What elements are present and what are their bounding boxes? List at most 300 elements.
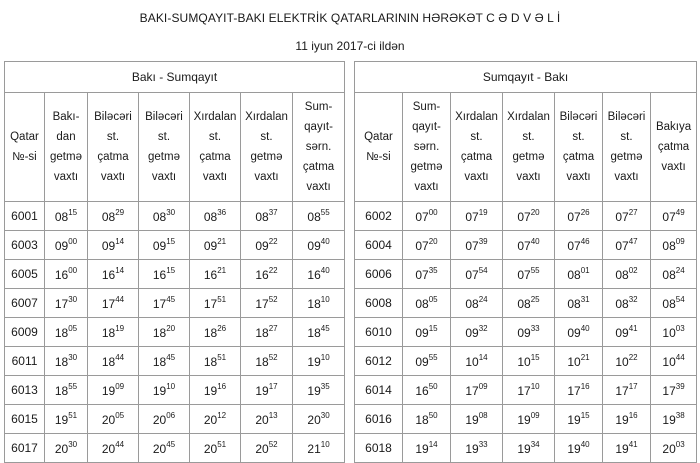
time-cell: $08^{09}$ [651, 231, 697, 260]
minutes: 09 [675, 236, 685, 246]
minutes: 15 [166, 236, 176, 246]
time-cell: $08^{24}$ [451, 289, 503, 318]
time-cell: $20^{44}$ [88, 434, 139, 463]
time-cell: $20^{30}$ [45, 434, 88, 463]
time-cell: $09^{00}$ [45, 231, 88, 260]
time-cell: $19^{41}$ [603, 434, 651, 463]
time-cell: $07^{20}$ [503, 202, 555, 231]
minutes: 14 [115, 265, 125, 275]
time-cell: $17^{44}$ [88, 289, 139, 318]
column-header-line: Xırdalan [193, 111, 237, 123]
column-header [88, 93, 139, 202]
minutes: 51 [217, 352, 227, 362]
time-cell: $16^{00}$ [45, 260, 88, 289]
column-header-line: Xırdalan [245, 111, 288, 123]
time-cell: $19^{09}$ [88, 376, 139, 405]
column-header [139, 93, 190, 202]
minutes: 16 [580, 381, 590, 391]
table-row [355, 347, 697, 376]
time-cell: $09^{40}$ [293, 231, 345, 260]
column-header-line: vaxtı [306, 181, 331, 193]
time-cell: $18^{45}$ [293, 318, 345, 347]
column-header-line: getmə [50, 151, 82, 163]
time-cell: $18^{19}$ [88, 318, 139, 347]
column-header-line: st. [572, 131, 585, 143]
time-cell: $08^{37}$ [241, 202, 293, 231]
minutes: 45 [166, 294, 176, 304]
minutes: 03 [675, 323, 685, 333]
table-row [355, 405, 697, 434]
time-cell: $20^{30}$ [293, 405, 345, 434]
minutes: 27 [628, 207, 638, 217]
time-cell: $08^{15}$ [45, 202, 88, 231]
column-header-line: Sum- [412, 101, 441, 113]
time-cell: $17^{39}$ [651, 376, 697, 405]
column-header-line: st. [260, 131, 273, 143]
time-cell: $08^{36}$ [190, 202, 241, 231]
time-cell: $20^{52}$ [241, 434, 293, 463]
train-number-cell: 6014 [355, 376, 403, 405]
minutes: 41 [628, 323, 638, 333]
column-header [190, 93, 241, 202]
column-header-line: vaxtı [614, 171, 639, 183]
time-cell: $07^{35}$ [403, 260, 451, 289]
time-cell: $19^{51}$ [45, 405, 88, 434]
minutes: 45 [166, 352, 176, 362]
train-number-cell: 6002 [355, 202, 403, 231]
column-header-line: Biləcəri [145, 111, 183, 123]
column-header [45, 93, 88, 202]
minutes: 41 [628, 439, 638, 449]
minutes: 09 [530, 410, 540, 420]
minutes: 49 [675, 207, 685, 217]
minutes: 26 [217, 323, 227, 333]
time-cell: $09^{14}$ [88, 231, 139, 260]
column-header-row [5, 93, 345, 202]
minutes: 01 [580, 265, 590, 275]
train-number-cell: 6003 [5, 231, 45, 260]
time-cell: $07^{47}$ [603, 231, 651, 260]
minutes: 52 [268, 294, 278, 304]
page-title: BAKI-SUMQAYIT-BAKI ELEKTRİK QATARLARININ HƏRƏKƏT C Ə D V Ə L İ [139, 11, 561, 25]
time-cell: $08^{01}$ [555, 260, 603, 289]
table-row [5, 318, 345, 347]
time-cell: $19^{16}$ [190, 376, 241, 405]
minutes: 39 [478, 236, 488, 246]
minutes: 17 [268, 381, 278, 391]
minutes: 24 [675, 265, 685, 275]
column-header-line: vaxtı [100, 171, 126, 183]
column-header-line: getmə [148, 151, 180, 163]
column-header-line: çatma [657, 141, 690, 153]
minutes: 44 [115, 352, 125, 362]
column-header-line: Qatar [364, 131, 393, 143]
time-cell: $18^{10}$ [293, 289, 345, 318]
minutes: 47 [628, 236, 638, 246]
minutes: 21 [217, 265, 227, 275]
minutes: 39 [675, 381, 685, 391]
time-cell: $10^{03}$ [651, 318, 697, 347]
column-header-line: vaxtı [516, 171, 541, 183]
time-cell: $19^{10}$ [293, 347, 345, 376]
time-cell: $08^{24}$ [651, 260, 697, 289]
table-row [355, 289, 697, 318]
schedule-body [5, 202, 345, 463]
column-header-line: Bakı- [52, 111, 80, 123]
time-cell: $17^{51}$ [190, 289, 241, 318]
train-number-cell: 6010 [355, 318, 403, 347]
column-header-line: Xırdalan [507, 111, 550, 123]
minutes: 15 [68, 207, 78, 217]
minutes: 44 [115, 439, 125, 449]
train-number-cell: 6004 [355, 231, 403, 260]
time-cell: $08^{30}$ [139, 202, 190, 231]
column-header-line: çatma [562, 151, 595, 163]
table-row [355, 231, 697, 260]
column-header-line: Sum- [304, 101, 333, 113]
time-cell: $18^{44}$ [88, 347, 139, 376]
minutes: 35 [320, 381, 330, 391]
minutes: 05 [68, 323, 78, 333]
minutes: 34 [530, 439, 540, 449]
column-header-line: getmə [512, 151, 545, 163]
time-cell: $08^{55}$ [293, 202, 345, 231]
train-number-cell: 6016 [355, 405, 403, 434]
time-cell: $07^{55}$ [503, 260, 555, 289]
minutes: 10 [320, 352, 330, 362]
column-header-line: №-si [12, 151, 37, 163]
train-number-cell: 6001 [5, 202, 45, 231]
minutes: 32 [478, 323, 488, 333]
minutes: 10 [530, 381, 540, 391]
time-cell: $07^{54}$ [451, 260, 503, 289]
minutes: 15 [580, 410, 590, 420]
column-header-line: vaxtı [53, 171, 79, 183]
time-cell: $17^{52}$ [241, 289, 293, 318]
minutes: 54 [478, 265, 488, 275]
column-header-line: çatma [460, 151, 493, 163]
train-number-cell: 6015 [5, 405, 45, 434]
minutes: 13 [268, 410, 278, 420]
time-cell: $17^{30}$ [45, 289, 88, 318]
minutes: 38 [675, 410, 685, 420]
time-cell: $19^{15}$ [555, 405, 603, 434]
time-cell: $21^{10}$ [293, 434, 345, 463]
minutes: 46 [580, 236, 590, 246]
train-number-cell: 6013 [5, 376, 45, 405]
minutes: 16 [628, 410, 638, 420]
train-number-cell: 6008 [355, 289, 403, 318]
minutes: 40 [580, 323, 590, 333]
time-cell: $07^{26}$ [555, 202, 603, 231]
minutes: 52 [268, 352, 278, 362]
column-header-line: Biləcəri [607, 111, 646, 123]
time-cell: $18^{52}$ [241, 347, 293, 376]
time-cell: $16^{21}$ [190, 260, 241, 289]
minutes: 14 [478, 352, 488, 362]
minutes: 30 [68, 294, 78, 304]
minutes: 55 [68, 381, 78, 391]
minutes: 40 [320, 265, 330, 275]
minutes: 00 [428, 207, 438, 217]
table-row [355, 202, 697, 231]
table-row [5, 202, 345, 231]
minutes: 26 [580, 207, 590, 217]
minutes: 06 [166, 410, 176, 420]
time-cell: $10^{22}$ [603, 347, 651, 376]
time-cell: $19^{38}$ [651, 405, 697, 434]
train-number-cell: 6006 [355, 260, 403, 289]
time-cell: $17^{16}$ [555, 376, 603, 405]
column-header [293, 93, 345, 202]
column-header-line: qayıt- [412, 121, 441, 133]
table-row [355, 318, 697, 347]
minutes: 29 [115, 207, 125, 217]
minutes: 14 [115, 236, 125, 246]
column-header-line: Xırdalan [455, 111, 498, 123]
column-header-line: qayıt- [304, 121, 333, 133]
minutes: 45 [320, 323, 330, 333]
time-cell: $18^{50}$ [403, 405, 451, 434]
column-header-line: getmə [250, 151, 283, 163]
minutes: 21 [217, 236, 227, 246]
time-cell: $17^{45}$ [139, 289, 190, 318]
train-number-cell: 6005 [5, 260, 45, 289]
direction-header: Sumqayıt - Bakı [355, 62, 697, 93]
time-cell: $08^{54}$ [651, 289, 697, 318]
table-row [5, 231, 345, 260]
minutes: 55 [320, 207, 330, 217]
minutes: 54 [675, 294, 685, 304]
minutes: 17 [628, 381, 638, 391]
minutes: 05 [115, 410, 125, 420]
time-cell: $19^{16}$ [603, 405, 651, 434]
table-row [5, 260, 345, 289]
time-cell: $07^{19}$ [451, 202, 503, 231]
column-header-line: st. [620, 131, 633, 143]
time-cell: $07^{00}$ [403, 202, 451, 231]
column-header-line: Bakıya [655, 121, 692, 133]
time-cell: $19^{08}$ [451, 405, 503, 434]
minutes: 30 [166, 207, 176, 217]
time-cell: $20^{45}$ [139, 434, 190, 463]
minutes: 30 [320, 410, 330, 420]
minutes: 44 [675, 352, 685, 362]
minutes: 30 [68, 352, 78, 362]
column-header [555, 93, 603, 202]
minutes: 51 [217, 294, 227, 304]
column-header [241, 93, 293, 202]
minutes: 40 [580, 439, 590, 449]
minutes: 30 [68, 439, 78, 449]
minutes: 52 [268, 439, 278, 449]
minutes: 21 [580, 352, 590, 362]
train-number-cell: 6011 [5, 347, 45, 376]
minutes: 15 [530, 352, 540, 362]
time-cell: $08^{32}$ [603, 289, 651, 318]
column-header [503, 93, 555, 202]
column-header-line: st. [208, 131, 222, 143]
time-cell: $08^{29}$ [88, 202, 139, 231]
minutes: 00 [68, 265, 78, 275]
time-cell: $10^{15}$ [503, 347, 555, 376]
minutes: 55 [530, 265, 540, 275]
time-cell: $07^{40}$ [503, 231, 555, 260]
column-header [603, 93, 651, 202]
table-row [5, 289, 345, 318]
column-header-line: vaxtı [464, 171, 489, 183]
time-cell: $10^{21}$ [555, 347, 603, 376]
column-header-line: getmə [410, 161, 443, 173]
time-cell: $19^{17}$ [241, 376, 293, 405]
minutes: 51 [68, 410, 78, 420]
time-cell: $09^{55}$ [403, 347, 451, 376]
column-header-line: çatma [199, 151, 231, 163]
column-header [355, 93, 403, 202]
column-header-line: getmə [610, 151, 643, 163]
minutes: 33 [478, 439, 488, 449]
column-header-line: vaxtı [414, 181, 439, 193]
minutes: 22 [268, 236, 278, 246]
time-cell: $19^{14}$ [403, 434, 451, 463]
minutes: 27 [268, 323, 278, 333]
time-cell: $10^{14}$ [451, 347, 503, 376]
time-cell: $19^{40}$ [555, 434, 603, 463]
time-cell: $20^{13}$ [241, 405, 293, 434]
column-header-line: Biləcəri [559, 111, 598, 123]
minutes: 37 [268, 207, 278, 217]
time-cell: $18^{30}$ [45, 347, 88, 376]
minutes: 19 [478, 207, 488, 217]
time-cell: $09^{21}$ [190, 231, 241, 260]
time-cell: $19^{33}$ [451, 434, 503, 463]
table-row [5, 376, 345, 405]
time-cell: $18^{45}$ [139, 347, 190, 376]
table-row [5, 405, 345, 434]
time-cell: $20^{06}$ [139, 405, 190, 434]
column-header-line: vaxtı [566, 171, 591, 183]
schedule-body [355, 202, 697, 463]
column-header [403, 93, 451, 202]
time-cell: $07^{39}$ [451, 231, 503, 260]
time-cell: $18^{05}$ [45, 318, 88, 347]
time-cell: $09^{15}$ [139, 231, 190, 260]
time-cell: $16^{22}$ [241, 260, 293, 289]
time-cell: $16^{50}$ [403, 376, 451, 405]
minutes: 22 [268, 265, 278, 275]
time-cell: $09^{33}$ [503, 318, 555, 347]
minutes: 51 [217, 439, 227, 449]
table-row [355, 260, 697, 289]
minutes: 20 [428, 236, 438, 246]
time-cell: $07^{46}$ [555, 231, 603, 260]
minutes: 33 [530, 323, 540, 333]
column-header [651, 93, 697, 202]
minutes: 20 [166, 323, 176, 333]
time-cell: $19^{10}$ [139, 376, 190, 405]
train-number-cell: 6007 [5, 289, 45, 318]
time-cell: $17^{10}$ [503, 376, 555, 405]
time-cell: $08^{02}$ [603, 260, 651, 289]
minutes: 12 [217, 410, 227, 420]
minutes: 40 [320, 236, 330, 246]
column-header-line: st. [470, 131, 483, 143]
minutes: 10 [320, 439, 330, 449]
minutes: 25 [530, 294, 540, 304]
time-cell: $19^{34}$ [503, 434, 555, 463]
column-header-line: vaxtı [254, 171, 279, 183]
minutes: 24 [478, 294, 488, 304]
time-cell: $18^{51}$ [190, 347, 241, 376]
column-header-line: çatma [97, 151, 129, 163]
minutes: 15 [166, 265, 176, 275]
time-cell: $09^{22}$ [241, 231, 293, 260]
column-header-line: st. [106, 131, 120, 143]
time-cell: $16^{14}$ [88, 260, 139, 289]
column-header-line: Biləcəri [94, 111, 132, 123]
time-cell: $16^{15}$ [139, 260, 190, 289]
train-number-cell: 6017 [5, 434, 45, 463]
direction-header: Bakı - Sumqayıt [5, 62, 345, 93]
train-number-cell: 6009 [5, 318, 45, 347]
time-cell: $17^{17}$ [603, 376, 651, 405]
column-header-line: dan [56, 131, 76, 143]
time-cell: $20^{51}$ [190, 434, 241, 463]
minutes: 35 [428, 265, 438, 275]
table-row [355, 376, 697, 405]
column-header-line: vaxtı [661, 161, 686, 173]
column-header-line: çatma [302, 161, 335, 173]
time-cell: $20^{05}$ [88, 405, 139, 434]
time-cell: $08^{25}$ [503, 289, 555, 318]
column-header-line: sərn. [305, 141, 332, 153]
time-cell: $18^{55}$ [45, 376, 88, 405]
minutes: 22 [628, 352, 638, 362]
time-cell: $08^{31}$ [555, 289, 603, 318]
minutes: 14 [428, 439, 438, 449]
time-cell: $18^{26}$ [190, 318, 241, 347]
minutes: 03 [675, 439, 685, 449]
minutes: 10 [166, 381, 176, 391]
time-cell: $20^{03}$ [651, 434, 697, 463]
time-cell: $20^{12}$ [190, 405, 241, 434]
minutes: 00 [68, 236, 78, 246]
time-cell: $07^{20}$ [403, 231, 451, 260]
time-cell: $18^{27}$ [241, 318, 293, 347]
column-header-line: Qatar [10, 131, 39, 143]
time-cell: $19^{35}$ [293, 376, 345, 405]
minutes: 44 [115, 294, 125, 304]
time-cell: $18^{20}$ [139, 318, 190, 347]
minutes: 16 [217, 381, 227, 391]
train-number-cell: 6012 [355, 347, 403, 376]
time-cell: $16^{40}$ [293, 260, 345, 289]
minutes: 40 [530, 236, 540, 246]
column-header-line: st. [522, 131, 535, 143]
minutes: 02 [628, 265, 638, 275]
minutes: 08 [478, 410, 488, 420]
column-header [5, 93, 45, 202]
column-header-line: st. [157, 131, 171, 143]
time-cell: $09^{40}$ [555, 318, 603, 347]
baku-sumqayit-table [4, 61, 345, 463]
column-header-line: №-si [366, 151, 391, 163]
table-row [5, 347, 345, 376]
minutes: 50 [428, 410, 438, 420]
table-row [355, 434, 697, 463]
time-cell: $09^{41}$ [603, 318, 651, 347]
minutes: 36 [217, 207, 227, 217]
